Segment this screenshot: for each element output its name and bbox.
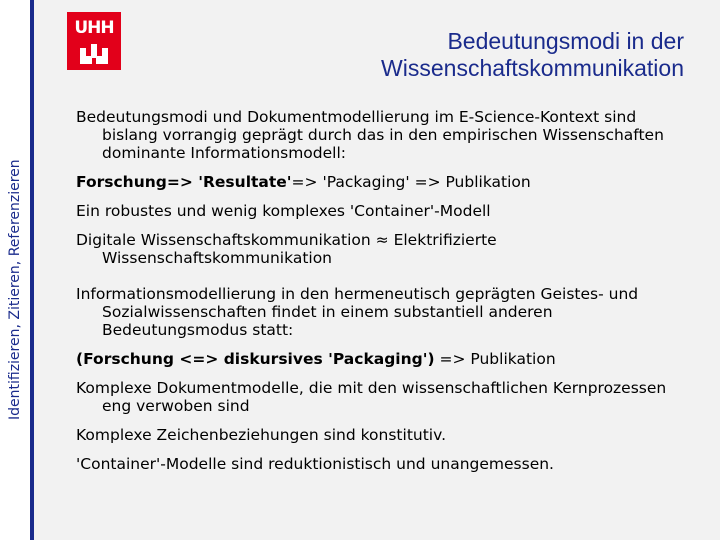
sidebar-divider — [30, 0, 34, 540]
paragraph-2-bold: Forschung=> 'Resultate' — [76, 173, 292, 191]
logo-text: UHH — [74, 18, 114, 38]
paragraph-1: Bedeutungsmodi und Dokumentmodellierung im E-Science-Kontext sind bislang vorrangig geprägt durch das in den empirischen Wissenschaften dominante Informationsmodell: — [76, 108, 664, 162]
slide-content — [76, 108, 676, 484]
paragraph-6-bold: (Forschung <=> diskursives 'Packaging') — [76, 350, 435, 368]
paragraph-3: Ein robustes und wenig komplexes 'Container'-Modell — [76, 202, 491, 220]
paragraph-4: Digitale Wissenschaftskommunikation ≈ Elektrifizierte Wissenschaftskommunikation — [76, 231, 497, 267]
paragraph-6 — [76, 350, 676, 368]
paragraph-5: Informationsmodellierung in den hermeneutisch geprägten Geistes- und Sozialwissenschaften findet in einem substantiell anderen Bedeutungsmodus statt: — [76, 285, 639, 339]
castle-icon — [77, 42, 111, 66]
paragraph-2-rest: => 'Packaging' => Publikation — [291, 173, 531, 191]
paragraph-2 — [76, 173, 676, 191]
sidebar — [0, 0, 30, 540]
paragraph-9: 'Container'-Modelle sind reduktionistisch und unangemessen. — [76, 455, 554, 473]
uhh-logo — [67, 12, 121, 70]
sidebar-title: Identifizieren, Zitieren, Referenzieren — [7, 159, 23, 420]
paragraph-7: Komplexe Dokumentmodelle, die mit den wissenschaftlichen Kernprozessen eng verwoben sind — [76, 379, 667, 415]
paragraph-8: Komplexe Zeichenbeziehungen sind konstitutiv. — [76, 426, 447, 444]
title-line-2: Wissenschaftskommunikation — [381, 55, 684, 81]
paragraph-6-rest: => Publikation — [434, 350, 556, 368]
page-title — [244, 28, 684, 82]
title-line-1: Bedeutungsmodi in der — [447, 28, 684, 54]
